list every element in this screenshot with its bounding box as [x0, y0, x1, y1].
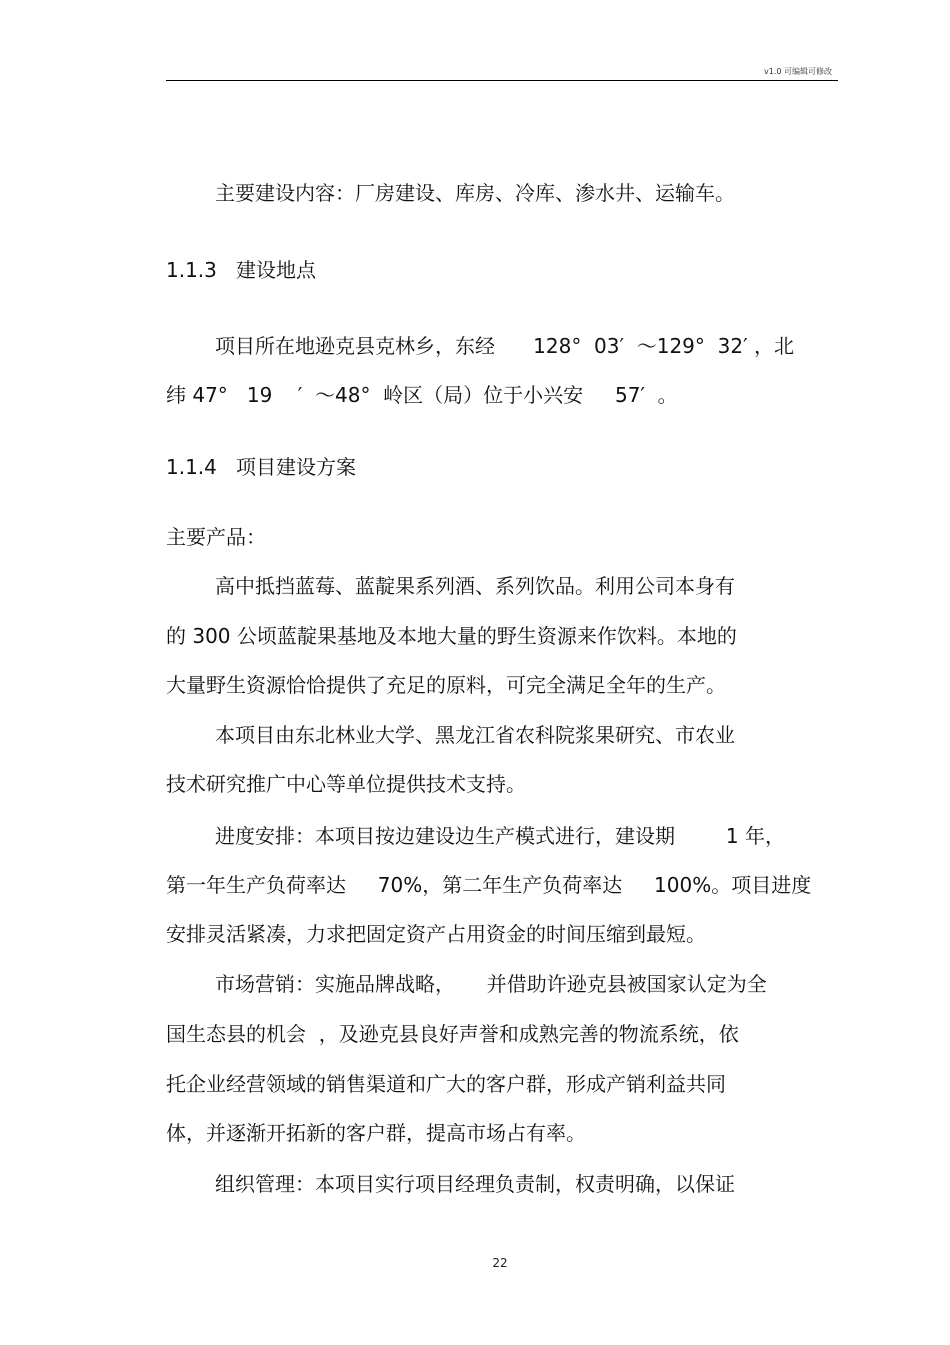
header-version-tag: v1.0 可编辑可修改 — [764, 67, 832, 76]
text-line-10: 本项目由东北林业大学、黑龙江省农科院浆果研究、市农业 — [215, 723, 735, 747]
text-line-16: 国生态县的机会 ，及逊克县良好声誉和成熟完善的物流系统，依 — [166, 1022, 739, 1046]
page-number: 22 — [492, 1256, 508, 1270]
text-line-12: 进度安排：本项目按边建设边生产模式进行，建设期 1 年， — [215, 824, 785, 848]
text-line-7: 高中抵挡蓝莓、蓝靛果系列酒、系列饮品。利用公司本身有 — [215, 574, 735, 598]
text-line-19: 组织管理：本项目实行项目经理负责制，权责明确，以保证 — [215, 1172, 735, 1196]
text-line-9: 大量野生资源恰恰提供了充足的原料，可完全满足全年的生产。 — [166, 673, 726, 697]
text-line-8: 的 300 公顷蓝靛果基地及本地大量的野生资源来作饮料。本地的 — [166, 624, 737, 648]
text-line-1: 主要建设内容：厂房建设、库房、冷库、渗水井、运输车。 — [215, 181, 735, 205]
section-heading-1-1-3: 1.1.3 建设地点 — [166, 258, 316, 282]
text-line-6: 主要产品： — [166, 525, 266, 549]
text-line-15: 市场营销：实施品牌战略， 并借助许逊克县被国家认定为全 — [215, 972, 767, 996]
text-line-18: 体，并逐渐开拓新的客户群，提高市场占有率。 — [166, 1121, 586, 1145]
text-line-4: 纬 47° 19 ′ ～48° 岭区（局）位于小兴安 57′ 。 — [166, 383, 678, 407]
section-heading-1-1-4: 1.1.4 项目建设方案 — [166, 455, 356, 479]
text-line-14: 安排灵活紧凑，力求把固定资产占用资金的时间压缩到最短。 — [166, 922, 706, 946]
header-rule — [166, 80, 838, 81]
text-line-17: 托企业经营领域的销售渠道和广大的客户群，形成产销利益共同 — [166, 1072, 726, 1096]
text-line-3: 项目所在地逊克县克林乡，东经 128° 03′ ～129° 32′ ，北 — [215, 334, 794, 358]
text-line-13: 第一年生产负荷率达 70%，第二年生产负荷率达 100%。项目进度 — [166, 873, 812, 897]
text-line-11: 技术研究推广中心等单位提供技术支持。 — [166, 772, 526, 796]
